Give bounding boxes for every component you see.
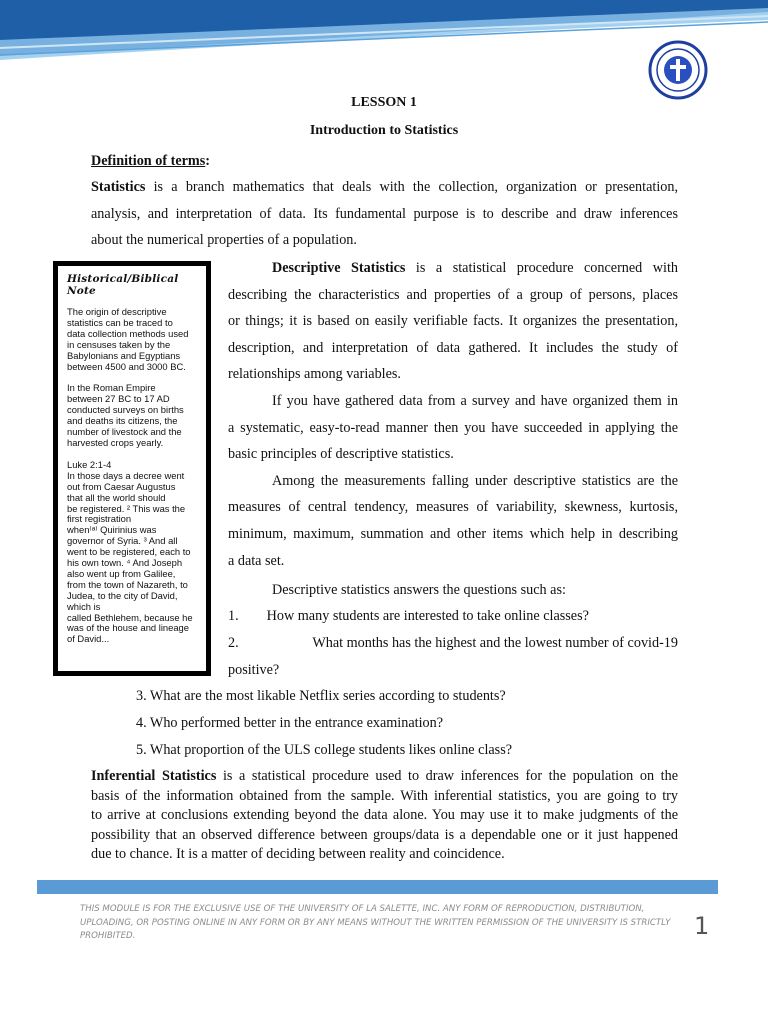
inferential-statistics-paragraph: Inferential Statistics is a statistical procedure used to draw inferences for the population on the basis of the information obtained from the sample. With inferential statistics, you are going to try to arrive at conclusions extending beyond the data alone. You may use it to make judgments of the possibility that an observed difference between groups/data is a dependable one or it just happened due to chance. It is a matter of deciding between reality and coincidence. — [91, 768, 678, 862]
copyright-notice: THIS MODULE IS FOR THE EXCLUSIVE USE OF THE UNIVERSITY OF LA SALETTE, INC. ANY FORM OF REPRODUCTION, DISTRIBUTION, UPLOADING, OR POSTING ONLINE IN ANY FORM OR BY ANY MEANS WITHOUT THE WRITTEN PERMISSION OF THE UNIVERSITY IS STRICTLY PROHIBITED. — [80, 904, 671, 941]
question-item: 3. What are the most likable Netflix series according to students? — [136, 688, 506, 704]
page-title: Introduction to Statistics — [309, 123, 459, 138]
note-title: Historical/Biblical Note — [67, 273, 179, 297]
inferential-term: Inferential Statistics — [91, 768, 217, 784]
question-item: 5. What proportion of the ULS college students likes online class? — [136, 742, 513, 758]
definition-heading: Definition of terms: — [91, 153, 210, 169]
note-paragraph: Luke 2:1-4 In those days a decree went out from Caesar Augustus that all the world should be registered. ² This was the first registration when⁽ᵃ⁾ Quirinius was governor of Syria. ³ And all went to be registered, each to his own town. ⁴ And Joseph also went up from Galilee, from the town of Nazareth, to Judea, to the city of David, which is called Bethlehem, because he was of the house and lineage of David... — [67, 458, 193, 645]
questions-intro: Descriptive statistics answers the questions such as: — [272, 582, 566, 598]
question-item: 2. What months has the highest and the lowest number of covid-19 — [228, 635, 678, 651]
lesson-number: LESSON 1 — [351, 95, 417, 110]
descriptive-term: Descriptive Statistics — [272, 260, 406, 276]
statistics-definition: Statistics is a branch mathematics that deals with the collection, organization or presentation, analysis, and interpretation of data. Its fundamental purpose is to describe and draw inferences about the numerical properties of a population. — [91, 179, 678, 249]
footer-bar — [37, 880, 718, 894]
note-paragraph: The origin of descriptive statistics can be traced to data collection methods used in censuses taken by the Babylonians and Egyptians between 4500 and 3000 BC. — [67, 306, 189, 372]
statistics-term: Statistics — [91, 179, 146, 195]
descriptive-statistics-paragraph: Descriptive Statistics is a statistical procedure concerned with describing the characteristics and properties of a group of persons, places or things; it is based on easily verifiable facts. It organizes the presentation, description, and interpretation of data gathered. It includes the study of relationships among variables. If you have gathered data from a survey and have organized them in a systematic, easy-to-read manner then you have succeeded in applying the basic principles of descriptive statistics. Among the measurements falling under descriptive statistics are the measures of central tendency, measures of variability, skewness, kurtosis, minimum, maximum, summation and other items which help in describing a data set. — [228, 260, 678, 569]
university-seal-icon — [648, 40, 708, 100]
question-item-continued: positive? — [228, 662, 280, 678]
page-number: 1 — [694, 912, 710, 940]
note-paragraph: In the Roman Empire between 27 BC to 17 AD conducted surveys on births and deaths its citizens, the number of livestock and the harvested crops yearly. — [67, 382, 184, 448]
question-item: 1. How many students are interested to take online classes? — [228, 608, 589, 624]
historical-note-box — [53, 261, 211, 676]
question-item: 4. Who performed better in the entrance examination? — [136, 715, 444, 731]
